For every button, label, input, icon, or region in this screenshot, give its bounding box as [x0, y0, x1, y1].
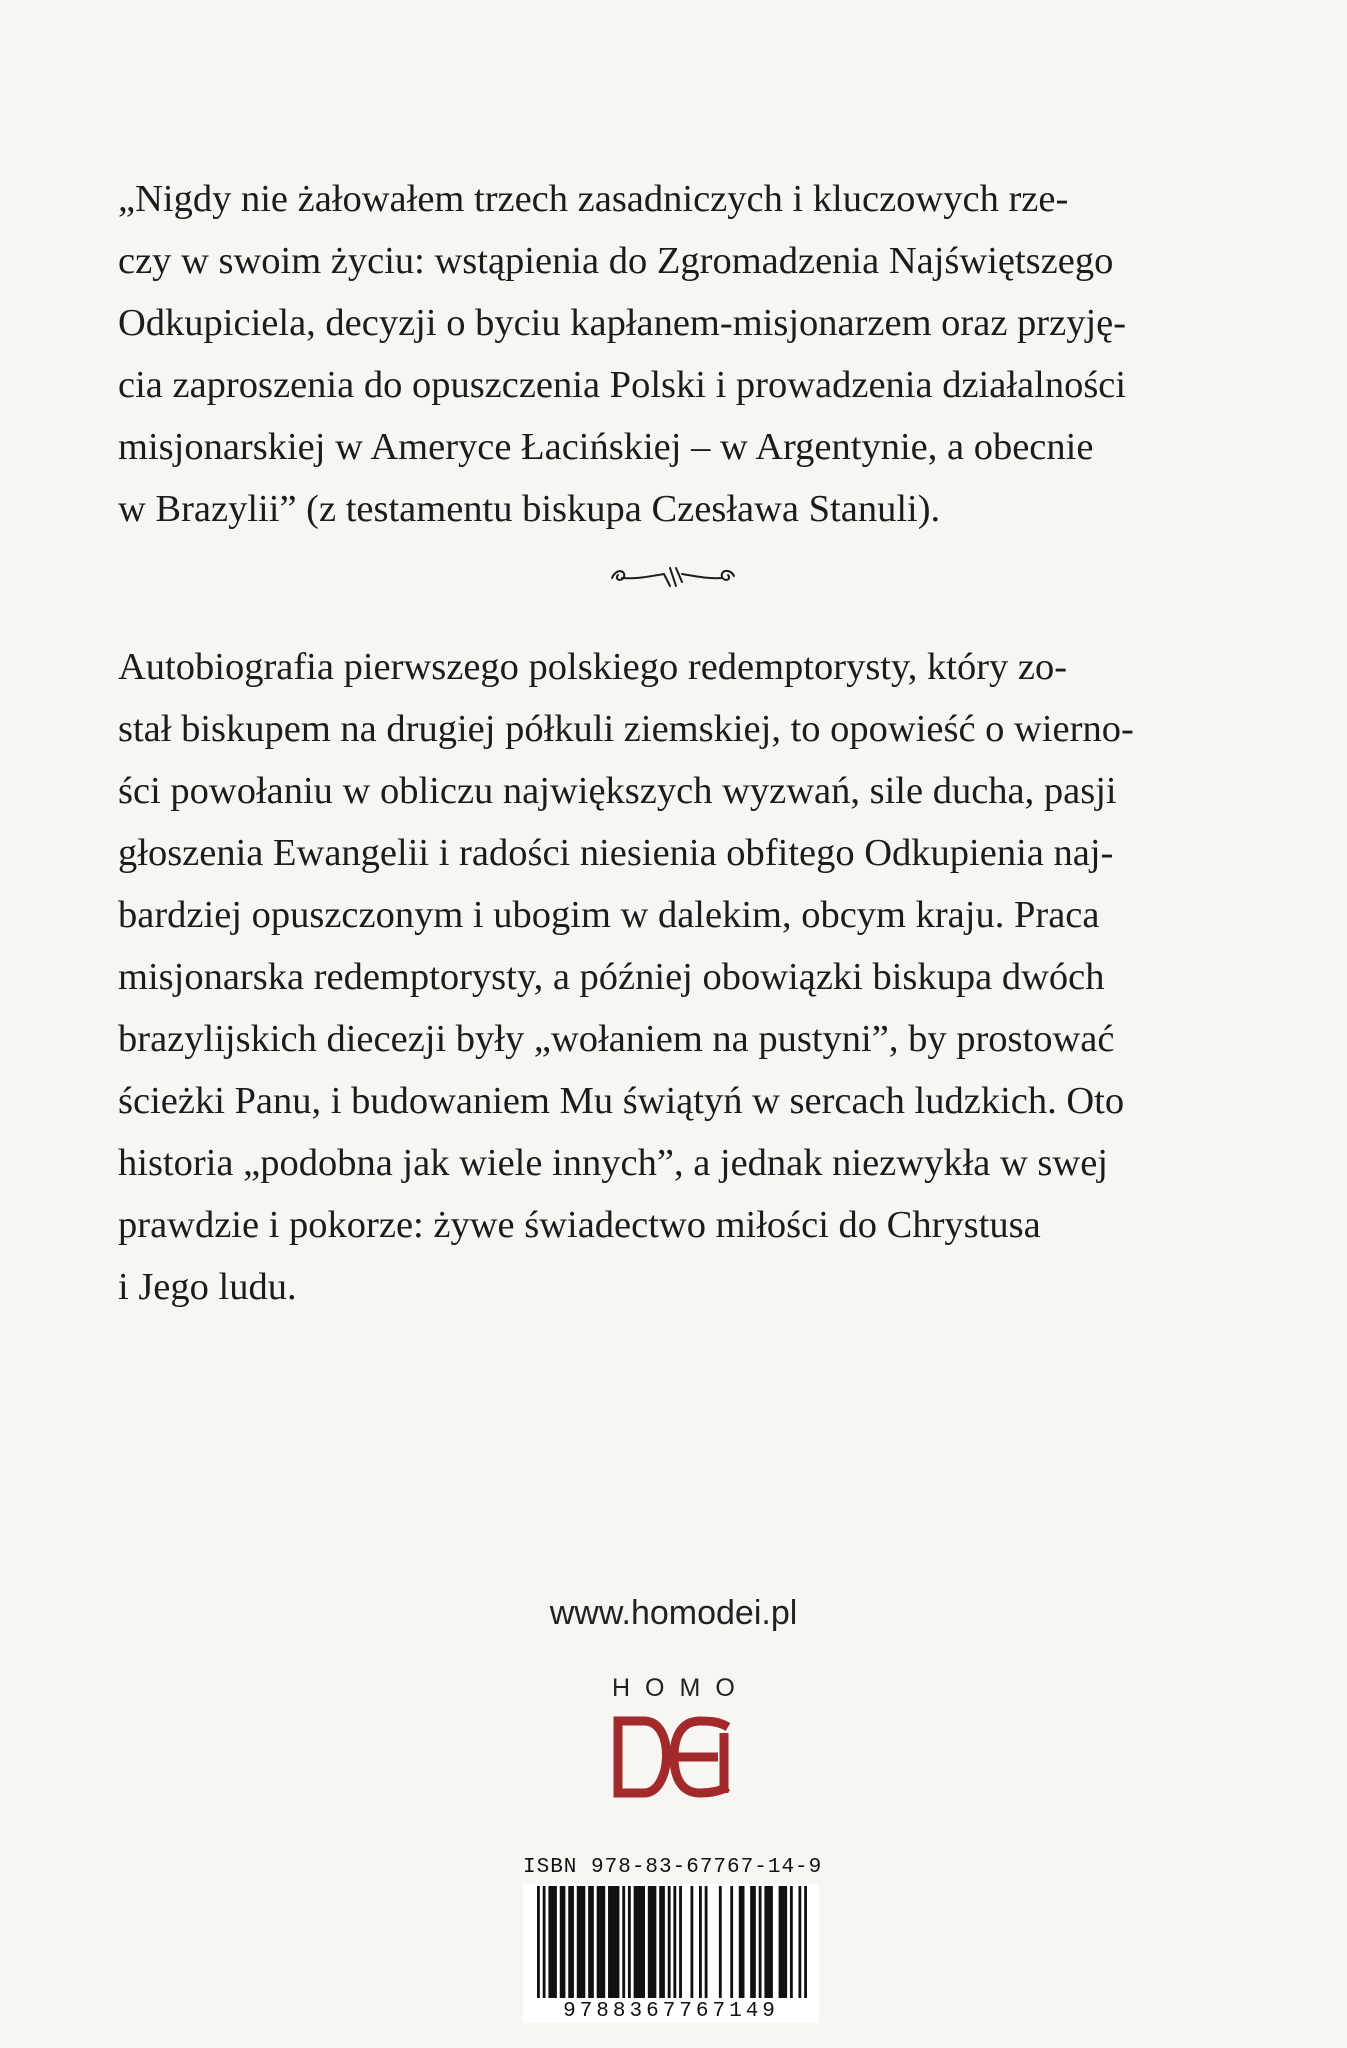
barcode-bar: [668, 1886, 671, 1998]
barcode-bar: [537, 1886, 540, 1998]
description-line: ści powołaniu w obliczu największych wyzwań, sile ducha, pasji: [118, 770, 1117, 812]
barcode-bar: [548, 1886, 557, 1998]
quote-line: Odkupiciela, decyzji o byciu kapłanem-misjonarzem oraz przyję-: [118, 302, 1127, 344]
description-line: głoszenia Ewangelii i radości niesienia obfitego Odkupienia naj-: [118, 832, 1114, 874]
barcode-bar: [673, 1886, 676, 1998]
barcode-bar: [705, 1886, 708, 1998]
flourish-ornament-icon: [608, 558, 738, 594]
barcode-bar: [779, 1886, 788, 1998]
barcode-bar: [608, 1886, 619, 1998]
barcode-bar: [790, 1886, 793, 1998]
quote-line: misjonarskiej w Ameryce Łacińskiej – w Argentynie, a obecnie: [118, 426, 1094, 468]
logo-top-text: HOMO: [612, 1674, 750, 1702]
barcode-bar: [628, 1886, 631, 1998]
barcode-digits: 9788367767149: [523, 2000, 819, 2023]
barcode-bar: [597, 1886, 606, 1998]
barcode-bar: [560, 1886, 566, 1998]
barcode-bar: [719, 1886, 722, 1998]
description-line: bardziej opuszczonym i ubogim w dalekim, obcym kraju. Praca: [118, 894, 1100, 936]
quote-line: cia zaproszenia do opuszczenia Polski i prowadzenia działalności: [118, 364, 1127, 406]
isbn-label: ISBN 978-83-67767-14-9: [523, 1856, 823, 1879]
description-line: i Jego ludu.: [118, 1266, 297, 1308]
barcode-bar: [764, 1886, 773, 1998]
barcode-bar: [699, 1886, 702, 1998]
barcode-bar: [659, 1886, 665, 1998]
barcode-bar: [634, 1886, 645, 1998]
barcode-bar: [798, 1886, 801, 1998]
quote-line: czy w swoim życiu: wstąpienia do Zgromadzenia Najświętszego: [118, 240, 1114, 282]
description-line: Autobiografia pierwszego polskiego redemptorysty, który zo-: [118, 646, 1068, 688]
barcode-bar: [739, 1886, 745, 1998]
description-paragraph: [118, 636, 1208, 1318]
quote-paragraph: [118, 168, 1208, 540]
barcode-bar: [679, 1886, 682, 1998]
description-line: historia „podobna jak wiele innych”, a jednak niezwykła w swej: [118, 1142, 1108, 1184]
barcode-bar: [750, 1886, 756, 1998]
barcode-bar: [577, 1886, 586, 1998]
barcode-bar: [730, 1886, 733, 1998]
description-line: prawdzie i pokorze: żywe świadectwo miłości do Chrystusa: [118, 1204, 1041, 1246]
quote-line: w Brazylii” (z testamentu biskupa Czesława Stanuli).: [118, 488, 941, 530]
isbn-barcode: [523, 1884, 819, 2006]
description-line: brazylijskich diecezji były „wołaniem na pustyni”, by prostować: [118, 1018, 1115, 1060]
description-line: stał biskupem na drugiej półkuli ziemskiej, to opowieść o wierno-: [118, 708, 1134, 750]
barcode-bar: [622, 1886, 625, 1998]
barcode-bar: [759, 1886, 762, 1998]
barcode-bar: [804, 1886, 807, 1998]
barcode-bar: [568, 1886, 574, 1998]
barcode-bar: [543, 1886, 546, 1998]
quote-line: „Nigdy nie żałowałem trzech zasadniczych i kluczowych rze-: [118, 178, 1069, 220]
logo-dei-mark: [610, 1715, 736, 1799]
barcode-bar: [588, 1886, 594, 1998]
barcode-bar: [648, 1886, 657, 1998]
description-line: ścieżki Panu, i budowaniem Mu świątyń w sercach ludzkich. Oto: [118, 1080, 1125, 1122]
barcode-bar: [690, 1886, 693, 1998]
description-line: misjonarska redemptorysty, a później obowiązki biskupa dwóch: [118, 956, 1105, 998]
publisher-logo: [598, 1674, 748, 1799]
publisher-website-link[interactable]: www.homodei.pl: [549, 1594, 798, 1632]
